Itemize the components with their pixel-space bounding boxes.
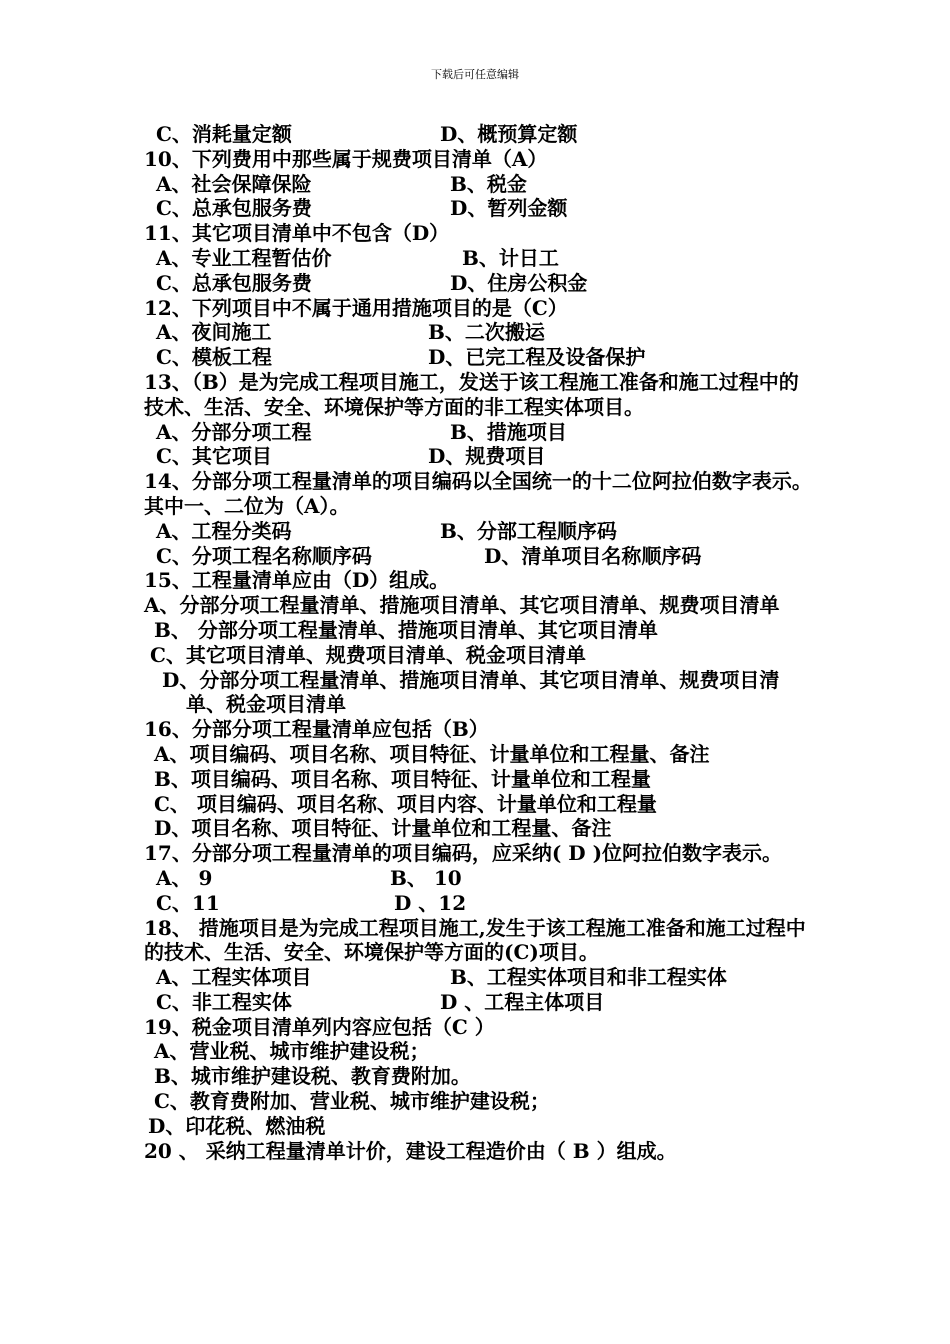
option-a: A、工程分类码 <box>156 518 292 543</box>
option-c: C、模板工程 <box>156 345 272 370</box>
question-15: 15、工程量清单应由（D）组成。 <box>144 568 450 593</box>
option-row <box>144 196 814 221</box>
option-b: B、措施项目 <box>450 419 567 444</box>
option-row <box>144 271 814 296</box>
option-d: D、项目名称、项目特征、计量单位和工程量、备注 <box>154 816 612 841</box>
question-13: 13、（B）是为完成工程项目施工，发送于该工程施工准备和施工过程中的技术、生活、安全、环境保护等方面的非工程实体项目。 <box>144 369 799 419</box>
option-b: B、工程实体项目和非工程实体 <box>450 965 727 990</box>
option-d: D、概预算定额 <box>440 122 578 146</box>
page-header: 下载后可任意编辑 <box>431 68 519 81</box>
document-body <box>144 122 814 1163</box>
option-row <box>144 519 814 544</box>
option-d: D、规费项目 <box>428 444 546 469</box>
question-17: 17、分部分项工程量清单的项目编码，应采纳( D )位阿拉伯数字表示。 <box>144 841 783 866</box>
option-row <box>144 320 814 345</box>
option-c: C、教育费附加、营业税、城市维护建设税； <box>154 1089 550 1114</box>
option-a: A、分部分项工程 <box>156 419 312 444</box>
option-row <box>144 122 814 147</box>
option-a: A、工程实体项目 <box>156 965 312 990</box>
option-row <box>144 866 814 891</box>
option-c: C、消耗量定额 <box>156 122 292 146</box>
option-d: D、已完工程及设备保护 <box>428 345 646 370</box>
option-row <box>144 172 814 197</box>
option-row <box>144 246 814 271</box>
option-row <box>144 965 814 990</box>
option-a: A、专业工程暂估价 <box>156 245 332 270</box>
option-a: A、 9 <box>156 865 213 890</box>
option-d: D、住房公积金 <box>450 270 588 295</box>
option-c: C、其它项目清单、规费项目清单、税金项目清单 <box>150 642 586 667</box>
option-d: D、印花税、燃油税 <box>148 1113 326 1138</box>
option-a: A、分部分项工程量清单、措施项目清单、其它项目清单、规费项目清单 <box>144 593 780 618</box>
option-c: C、其它项目 <box>156 444 272 469</box>
option-d: D 、12 <box>394 890 467 915</box>
option-a: A、营业税、城市维护建设税； <box>154 1039 430 1064</box>
option-row <box>144 990 814 1015</box>
option-b: B、 分部分项工程量清单、措施项目清单、其它项目清单 <box>154 617 658 642</box>
option-b: B、项目编码、项目名称、项目特征、计量单位和工程量 <box>154 766 651 791</box>
question-11: 11、其它项目清单中不包含（D） <box>144 221 450 246</box>
option-c: C、 项目编码、项目名称、项目内容、计量单位和工程量 <box>154 791 657 816</box>
question-20: 20 、 采纳工程量清单计价，建设工程造价由（ B ）组成。 <box>144 1138 677 1163</box>
option-c: C、总承包服务费 <box>156 270 312 295</box>
option-b: B、城市维护建设税、教育费附加。 <box>154 1064 471 1089</box>
option-c: C、11 <box>156 890 220 915</box>
question-14: 14、分部分项工程量清单的项目编码以全国统一的十二位阿拉伯数字表示。其中一、二位为（A）。 <box>144 469 812 518</box>
option-c: C、非工程实体 <box>156 989 292 1014</box>
option-d: D、清单项目名称顺序码 <box>484 543 702 568</box>
option-b: B、二次搬运 <box>428 320 545 345</box>
option-b: B、 10 <box>390 865 462 890</box>
question-19: 19、税金项目清单列内容应包括（C ） <box>144 1014 495 1039</box>
option-c: C、总承包服务费 <box>156 196 312 221</box>
option-c: C、分项工程名称顺序码 <box>156 543 372 568</box>
option-d: D、分部分项工程量清单、措施项目清单、其它项目清单、规费项目清单、税金项目清单 <box>162 667 780 717</box>
option-row <box>144 891 814 916</box>
question-12: 12、下列项目中不属于通用措施项目的是（C） <box>144 295 568 320</box>
option-a: A、社会保障保险 <box>156 171 312 196</box>
option-d: D、暂列金额 <box>450 196 568 221</box>
option-a: A、夜间施工 <box>156 320 272 345</box>
option-b: B、税金 <box>450 171 527 196</box>
question-10: 10、下列费用中那些属于规费项目清单（A） <box>144 146 548 171</box>
option-b: B、计日工 <box>462 245 559 270</box>
question-18: 18、 措施项目是为完成工程项目施工,发生于该工程施工准备和施工过程中的技术、生活、安全、环境保护等方面的(C)项目。 <box>144 915 806 965</box>
option-row <box>144 444 814 469</box>
option-row <box>144 544 814 569</box>
option-row <box>144 345 814 370</box>
option-d: D 、工程主体项目 <box>440 989 605 1014</box>
option-b: B、分部工程顺序码 <box>440 518 617 543</box>
option-a: A、项目编码、项目名称、项目特征、计量单位和工程量、备注 <box>154 741 710 766</box>
option-row <box>144 420 814 445</box>
question-16: 16、分部分项工程量清单应包括（B） <box>144 717 489 742</box>
